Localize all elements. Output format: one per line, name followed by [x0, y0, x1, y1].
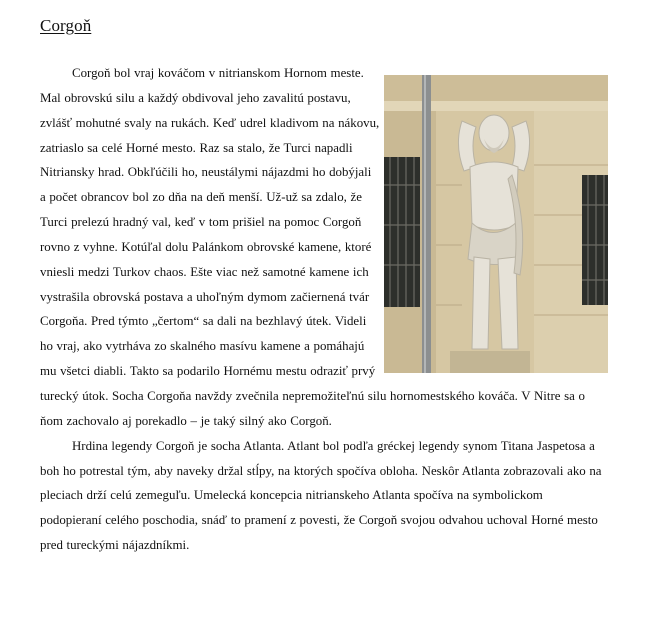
wall-cornice — [384, 101, 608, 111]
drain-pipe-highlight — [424, 75, 426, 373]
document-body — [40, 61, 608, 621]
left-window — [384, 157, 420, 307]
atlas-statue-photo — [384, 75, 608, 373]
statue-pedestal — [450, 351, 530, 373]
drain-pipe — [422, 75, 431, 373]
document-title: Corgoň — [40, 16, 92, 35]
paragraph-1: Corgoň bol vraj kováčom v nitrianskom Hornom meste. Mal obrovskú silu a každý obdivoval jeho zavalitú postavu, zvlášť mohutné svaly na rukách. Keď udrel kladivom na nákovu, zatriaslo sa celé Horné mesto. Raz sa stalo, že Turci napadli Nitriansky hrad. Obkľúčili ho, neustálymi nájazdmi ho dobýjali a počet obrancov bol zo dňa na deň menší. Už-už sa zdalo, že Turci prelezú hradný val, keď v tom prišiel na pomoc Corgoň rovno z vyhne. Kotúľal dolu Palánkom obrovské kamene, ktoré vniesli medzi Turkov chaos. Ešte viac než samotné kamene ich vystrašila obrovská postava a uhoľným dymom začiernená tvár Corgoňa. Pred týmto „čertom“ sa dali na bezhlavý útek. Videli ho vraj, ako vytrháva zo skalného masívu kamene a pomáhajú mu všetci diabli. Takto sa podarilo Hornému mestu odraziť prvý turecký útok. Socha Corgoňa navždy zvečnila nepremožiteľnú silu hornomestského kováča. V Nitre sa o ňom zachovalo aj porekadlo – je taký silný ako Corgoň. — [40, 66, 585, 428]
paragraph-2: Hrdina legendy Corgoň je socha Atlanta. Atlant bol podľa gréckej legendy synom Titana Jaspetosa a boh ho potrestal tým, aby naveky držal stĺpy, na ktorých spočíva obloha. Neskôr Atlanta zobrazovali ako na pleciach drží celú zemeguľu. Umelecká koncepcia nitrianskeho Atlanta spočíva na symbolickom podopieraní celého poschodia, snáď to pramení z povesti, že Corgoň svojou odvahou uchoval Horné mesto pred tureckými nájazdníkmi. — [40, 438, 602, 553]
wall-upper-band — [384, 75, 608, 103]
statue-image — [384, 75, 608, 373]
